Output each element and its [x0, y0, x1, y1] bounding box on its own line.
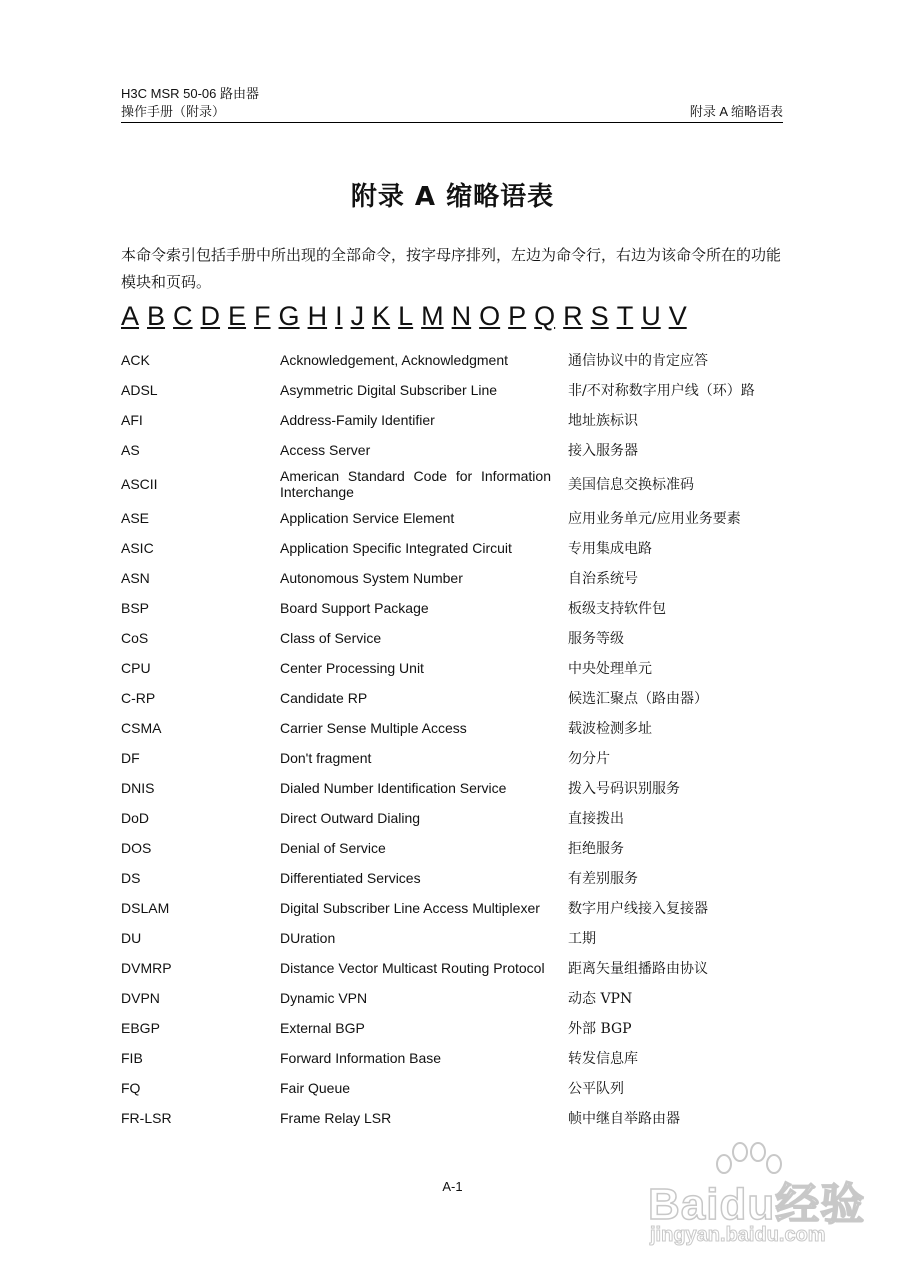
abbreviation-cell: CPU	[121, 660, 151, 676]
alphabet-link-s[interactable]: S	[590, 301, 609, 331]
chinese-term-cell: 板级支持软件包	[568, 601, 666, 617]
manual-name: 操作手册（附录）	[121, 104, 226, 119]
english-term-cell: Don't fragment	[280, 750, 372, 766]
english-term-cell: Carrier Sense Multiple Access	[280, 720, 467, 736]
table-row	[121, 1013, 791, 1043]
abbreviation-cell: DOS	[121, 840, 152, 856]
alphabet-link-t[interactable]: T	[616, 301, 634, 331]
chinese-term-cell: 公平队列	[568, 1081, 624, 1097]
table-row	[121, 533, 791, 563]
english-term-cell: Application Service Element	[280, 510, 455, 526]
page-header	[121, 85, 783, 123]
chinese-term-cell: 勿分片	[568, 751, 610, 767]
section-name: 附录 A 缩略语表	[689, 104, 783, 119]
chinese-term-cell: 载波检测多址	[568, 721, 652, 737]
chinese-term-cell: 专用集成电路	[568, 541, 652, 557]
alphabet-link-v[interactable]: V	[668, 301, 687, 331]
chinese-term-cell: 美国信息交换标准码	[568, 477, 694, 493]
english-term-cell: Center Processing Unit	[280, 660, 424, 676]
alphabet-link-u[interactable]: U	[641, 301, 661, 331]
abbreviation-cell: CoS	[121, 630, 149, 646]
english-term-cell: DUration	[280, 930, 336, 946]
abbreviation-cell: FIB	[121, 1050, 143, 1066]
chinese-term-cell: 直接拨出	[568, 811, 624, 827]
chinese-term-cell: 通信协议中的肯定应答	[568, 353, 708, 369]
alphabet-link-g[interactable]: G	[278, 301, 300, 331]
table-row	[121, 465, 791, 503]
chinese-term-cell: 动态 VPN	[568, 991, 633, 1007]
english-term-cell: Forward Information Base	[280, 1050, 442, 1066]
abbreviation-cell: DoD	[121, 810, 150, 826]
chinese-term-cell: 拨入号码识别服务	[568, 781, 680, 797]
english-term-cell: Application Specific Integrated Circuit	[280, 540, 512, 556]
alphabet-link-p[interactable]: P	[508, 301, 527, 331]
abbreviation-cell: ADSL	[121, 382, 158, 398]
abbreviation-cell: C-RP	[121, 690, 156, 706]
table-row	[121, 1103, 791, 1133]
abbreviation-cell: ASCII	[121, 476, 158, 492]
table-row	[121, 803, 791, 833]
english-term-cell: Address-Family Identifier	[280, 412, 435, 428]
english-term-cell: American Standard Code for Information Interchange	[280, 468, 551, 500]
table-row	[121, 435, 791, 465]
chinese-term-cell: 候选汇聚点（路由器）	[568, 691, 708, 707]
table-row	[121, 653, 791, 683]
english-term-cell: Digital Subscriber Line Access Multiplexer	[280, 900, 540, 916]
english-term-cell: Distance Vector Multicast Routing Protocol	[280, 960, 545, 976]
product-name: H3C MSR 50-06 路由器	[121, 86, 259, 101]
chinese-term-cell: 距离矢量组播路由协议	[568, 961, 708, 977]
abbreviation-cell: DF	[121, 750, 140, 766]
table-row	[121, 1073, 791, 1103]
abbreviation-cell: ASN	[121, 570, 150, 586]
page-number: A-1	[442, 1179, 463, 1194]
chinese-term-cell: 工期	[568, 931, 596, 947]
abbreviation-cell: ACK	[121, 352, 150, 368]
alphabet-index	[121, 299, 695, 333]
english-term-cell: Acknowledgement, Acknowledgment	[280, 352, 509, 368]
table-row	[121, 743, 791, 773]
abbreviation-cell: ASIC	[121, 540, 154, 556]
abbreviation-cell: AS	[121, 442, 140, 458]
table-row	[121, 863, 791, 893]
alphabet-link-e[interactable]: E	[228, 301, 247, 331]
chinese-term-cell: 外部 BGP	[568, 1021, 632, 1037]
table-row	[121, 375, 791, 405]
table-row	[121, 405, 791, 435]
alphabet-link-o[interactable]: O	[479, 301, 501, 331]
alphabet-link-n[interactable]: N	[451, 301, 472, 331]
chinese-term-cell: 转发信息库	[568, 1051, 638, 1067]
alphabet-link-f[interactable]: F	[254, 301, 271, 331]
table-row	[121, 593, 791, 623]
english-term-cell: Frame Relay LSR	[280, 1110, 392, 1126]
alphabet-link-d[interactable]: D	[200, 301, 221, 331]
alphabet-link-a[interactable]: A	[121, 301, 140, 331]
watermark-url: jingyan.baidu.com	[650, 1224, 826, 1246]
abbreviation-cell: DNIS	[121, 780, 155, 796]
abbreviation-cell: DU	[121, 930, 142, 946]
english-term-cell: Access Server	[280, 442, 371, 458]
chinese-term-cell: 拒绝服务	[568, 841, 624, 857]
table-row	[121, 683, 791, 713]
table-row	[121, 983, 791, 1013]
english-term-cell: External BGP	[280, 1020, 365, 1036]
abbreviation-cell: FQ	[121, 1080, 141, 1096]
alphabet-link-m[interactable]: M	[421, 301, 444, 331]
english-term-cell: Direct Outward Dialing	[280, 810, 421, 826]
chinese-term-cell: 接入服务器	[568, 443, 638, 459]
table-row	[121, 623, 791, 653]
table-row	[121, 503, 791, 533]
english-term-cell: Board Support Package	[280, 600, 429, 616]
header-divider	[121, 122, 783, 123]
table-row	[121, 1043, 791, 1073]
chinese-term-cell: 有差别服务	[568, 871, 638, 887]
table-row	[121, 893, 791, 923]
abbreviation-cell: ASE	[121, 510, 150, 526]
chinese-term-cell: 应用业务单元/应用业务要素	[568, 511, 741, 527]
header-row	[121, 103, 783, 121]
english-term-cell: Autonomous System Number	[280, 570, 463, 586]
chinese-term-cell: 地址族标识	[568, 413, 638, 429]
watermark-brand: Baidu经验	[648, 1180, 866, 1229]
english-term-cell: Denial of Service	[280, 840, 386, 856]
english-term-cell: Dialed Number Identification Service	[280, 780, 507, 796]
abbreviation-cell: DVPN	[121, 990, 160, 1006]
table-row	[121, 953, 791, 983]
table-row	[121, 563, 791, 593]
table-row	[121, 833, 791, 863]
page-title: 附录 A 缩略语表	[350, 182, 555, 212]
intro-paragraph: 本命令索引包括手册中所出现的全部命令，按字母序排列，左边为命令行，右边为该命令所在的功能模块和页码。	[121, 246, 782, 291]
alphabet-link-c[interactable]: C	[173, 301, 193, 331]
alphabet-link-l[interactable]: L	[398, 301, 414, 331]
chinese-term-cell: 服务等级	[568, 631, 624, 647]
abbreviation-table	[121, 345, 791, 1133]
alphabet-link-i[interactable]: I	[335, 301, 343, 331]
english-term-cell: Dynamic VPN	[280, 990, 368, 1006]
abbreviation-cell: DS	[121, 870, 141, 886]
abbreviation-cell: DSLAM	[121, 900, 170, 916]
english-term-cell: Asymmetric Digital Subscriber Line	[280, 382, 498, 398]
table-row	[121, 773, 791, 803]
english-term-cell: Fair Queue	[280, 1080, 351, 1096]
baidu-watermark	[640, 1140, 870, 1280]
alphabet-link-h[interactable]: H	[307, 301, 328, 331]
chinese-term-cell: 自治系统号	[568, 571, 638, 587]
abbreviation-cell: FR-LSR	[121, 1110, 172, 1126]
alphabet-link-k[interactable]: K	[372, 301, 391, 331]
english-term-cell: Candidate RP	[280, 690, 368, 706]
table-row	[121, 345, 791, 375]
abbreviation-cell: DVMRP	[121, 960, 172, 976]
chinese-term-cell: 数字用户线接入复接器	[568, 901, 708, 917]
alphabet-link-q[interactable]: Q	[534, 301, 556, 331]
english-term-cell: Differentiated Services	[280, 870, 421, 886]
table-row	[121, 713, 791, 743]
english-term-cell: Class of Service	[280, 630, 382, 646]
alphabet-link-j[interactable]: J	[350, 301, 365, 331]
alphabet-link-r[interactable]: R	[563, 301, 583, 331]
table-row	[121, 923, 791, 953]
abbreviation-cell: BSP	[121, 600, 150, 616]
abbreviation-cell: CSMA	[121, 720, 162, 736]
abbreviation-cell: EBGP	[121, 1020, 160, 1036]
chinese-term-cell: 帧中继自举路由器	[568, 1111, 680, 1127]
chinese-term-cell: 非/不对称数字用户线（环）路	[568, 383, 755, 399]
alphabet-link-b[interactable]: B	[147, 301, 166, 331]
abbreviation-cell: AFI	[121, 412, 143, 428]
chinese-term-cell: 中央处理单元	[568, 661, 652, 677]
